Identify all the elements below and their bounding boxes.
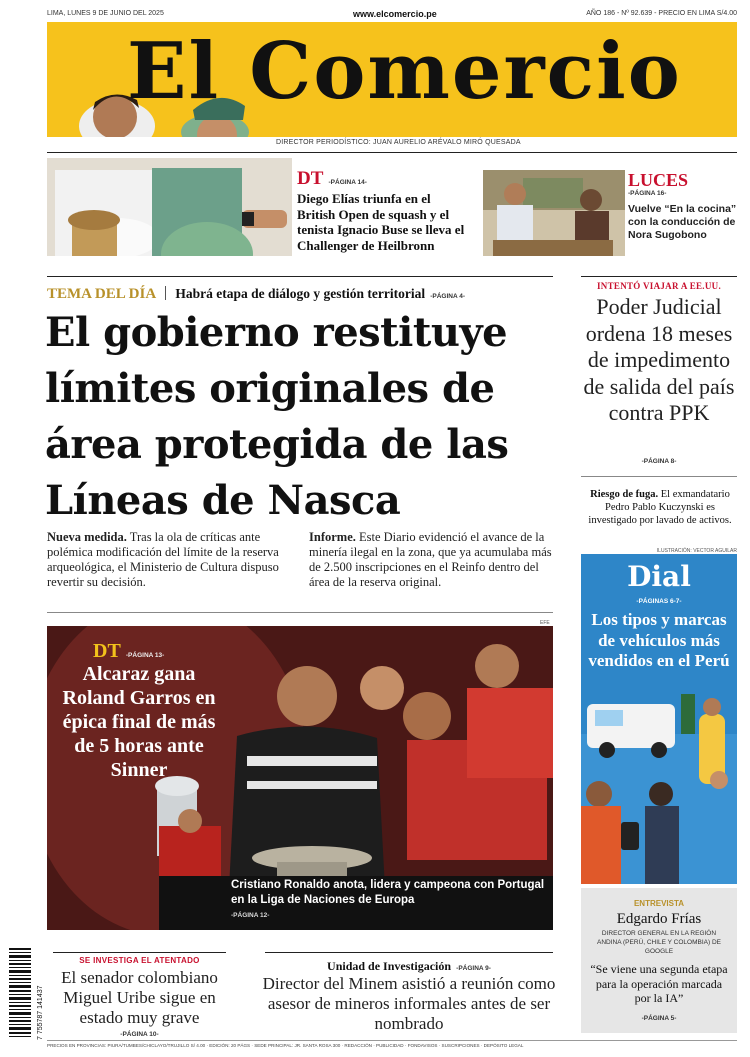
masthead-rule xyxy=(47,152,737,153)
director-credit: DIRECTOR PERIODÍSTICO: JUAN AURELIO ARÉVALO MIRÓ QUESADA xyxy=(276,139,521,146)
dial-title: Dial xyxy=(627,560,691,593)
sidebar-kicker: INTENTÓ VIAJAR A EE.UU. xyxy=(596,281,721,291)
interview-box[interactable] xyxy=(581,888,737,1033)
promo-luces-page: -PÁGINA 16- xyxy=(628,190,667,197)
sidebar-summary xyxy=(585,488,735,527)
bottom-left-headline[interactable]: El senador colombiano Miguel Uribe sigue en estado muy grave xyxy=(61,968,218,1027)
col1-text: Tras la ola de críticas ante polémica modificación del límite de la reserva arqueológica, el Ministerio de Cultura dispuso revertir su decisión. xyxy=(47,530,279,589)
bottom-center-rule xyxy=(265,952,553,953)
sport-feature[interactable] xyxy=(47,626,553,930)
sport-page: -PÁGINA 13- xyxy=(125,652,165,659)
barcode xyxy=(7,946,44,1040)
interview-kicker: ENTREVISTA xyxy=(633,899,685,908)
bottom-center-kicker-row xyxy=(265,955,553,974)
tema-del-dia-label: TEMA DEL DÍA xyxy=(47,286,157,302)
promo-dt-text: Diego Elías triunfa en el British Open de squash y el tenista Ignacio Buse se lleva el Challenger de Heilbronn xyxy=(297,191,465,253)
promo-dt-tag: DT xyxy=(297,168,324,189)
barcode-number: 7 755787 141437 xyxy=(37,985,44,1040)
main-column-1 xyxy=(47,530,279,590)
promo-dt[interactable] xyxy=(297,168,467,253)
main-top-rule xyxy=(47,276,553,277)
dial-text: Los tipos y marcas de vehículos más vendidos en el Perú xyxy=(588,610,730,670)
interview-quote: “Se viene una segunda etapa para la operación marcada por la IA” xyxy=(590,962,728,1005)
bottom-left-page: -PÁGINA 10- xyxy=(120,1031,159,1038)
bottom-center-kicker: Unidad de Investigación xyxy=(327,959,452,973)
sport-headline: Alcaraz gana Roland Garros en épica final de más de 5 horas ante Sinner xyxy=(62,663,216,781)
promo-dt-page: -PÁGINA 14- xyxy=(328,179,367,186)
sidebar-text: El exmandatario Pedro Pablo Kuczynski es investigado por lavado de activos. xyxy=(588,489,732,526)
main-kicker-page: -PÁGINA 4- xyxy=(430,293,465,300)
barcode-graphic xyxy=(7,946,33,1040)
sport-caption-page: -PÁGINA 12- xyxy=(231,912,270,919)
dial-page: -PÁGINAS 6-7- xyxy=(636,598,682,605)
promo-luces-photo xyxy=(483,170,625,256)
main-headline[interactable]: El gobierno restituye límites originales de área protegida de las Líneas de Nasca xyxy=(45,309,509,524)
main-bottom-rule xyxy=(47,612,553,613)
masthead xyxy=(47,22,737,137)
main-column-2 xyxy=(309,530,553,590)
bottom-left-kicker: SE INVESTIGA EL ATENTADO xyxy=(79,956,200,965)
sport-tag-row xyxy=(93,640,164,663)
footer-rule xyxy=(47,1040,737,1041)
interview-role: DIRECTOR GENERAL EN LA REGIÓN ANDINA (PERÚ, CHILE Y COLOMBIA) DE GOOGLE xyxy=(596,930,721,955)
website-link[interactable]: www.elcomercio.pe xyxy=(353,9,437,19)
issue-info: AÑO 186 - Nº 92.639 - PRECIO EN LIMA S/4.00 xyxy=(586,10,737,17)
promo-luces-text: Vuelve “En la cocina” con la conducción de Nora Sugobono xyxy=(628,203,737,241)
promo-luces-tag: LUCES xyxy=(628,170,689,190)
newspaper-logo[interactable]: El Comercio xyxy=(127,26,682,117)
sport-photo-credit: EFE xyxy=(540,620,550,626)
dial-supplement[interactable] xyxy=(581,554,737,884)
footer-text: PRECIOS EN PROVINCIAS: PIURA/TUMBES/CHICLAYO/TRUJILLO S/ 4.00 · EDICIÓN: 20 PÁGS · SEDE PRINCIPAL: JR. SANTA ROSA 300 · REDACCIÓN · PUBLICIDAD · FONDAVISOS · SUSCRIPCIONES · DEPÓSITO LEGAL xyxy=(47,1043,524,1048)
sport-caption: Cristiano Ronaldo anota, lidera y campeona con Portugal en la Liga de Naciones de Europa xyxy=(231,879,545,906)
bottom-left-rule xyxy=(53,952,226,953)
sidebar-page: -PÁGINA 8- xyxy=(641,458,677,465)
main-kicker: Habrá etapa de diálogo y gestión territorial xyxy=(175,286,426,301)
sidebar-lead: Riesgo de fuga. xyxy=(590,489,659,500)
col1-lead: Nueva medida. xyxy=(47,530,127,544)
bottom-center-headline[interactable]: Director del Minem asistió a reunión como asesor de mineros informales antes de ser nombrado xyxy=(262,974,556,1033)
sidebar-headline[interactable]: Poder Judicial ordena 18 meses de impedimento de salida del país contra PPK xyxy=(583,294,735,425)
promo-luces[interactable] xyxy=(628,170,738,242)
dial-credit: ILUSTRACIÓN: VECTOR AGUILAR xyxy=(656,548,737,554)
promo-dt-photo xyxy=(47,158,292,256)
edition-date: LIMA, LUNES 9 DE JUNIO DEL 2025 xyxy=(47,10,164,17)
side-top-rule xyxy=(581,276,737,277)
top-info-line xyxy=(47,10,737,22)
bottom-center-page: -PÁGINA 9- xyxy=(456,965,491,972)
sidebar-rule xyxy=(581,476,737,477)
col2-text: Este Diario evidenció el avance de la minería ilegal en la zona, que ya acumulaba más de 2.500 inscripciones en el Reinfo dentro del área de la reserva original. xyxy=(309,530,552,589)
sport-tag: DT xyxy=(93,640,121,662)
interview-page: -PÁGINA 5- xyxy=(641,1015,677,1022)
tema-del-dia-kicker-row xyxy=(47,283,553,303)
interview-name: Edgardo Frías xyxy=(616,911,702,927)
col2-lead: Informe. xyxy=(309,530,356,544)
